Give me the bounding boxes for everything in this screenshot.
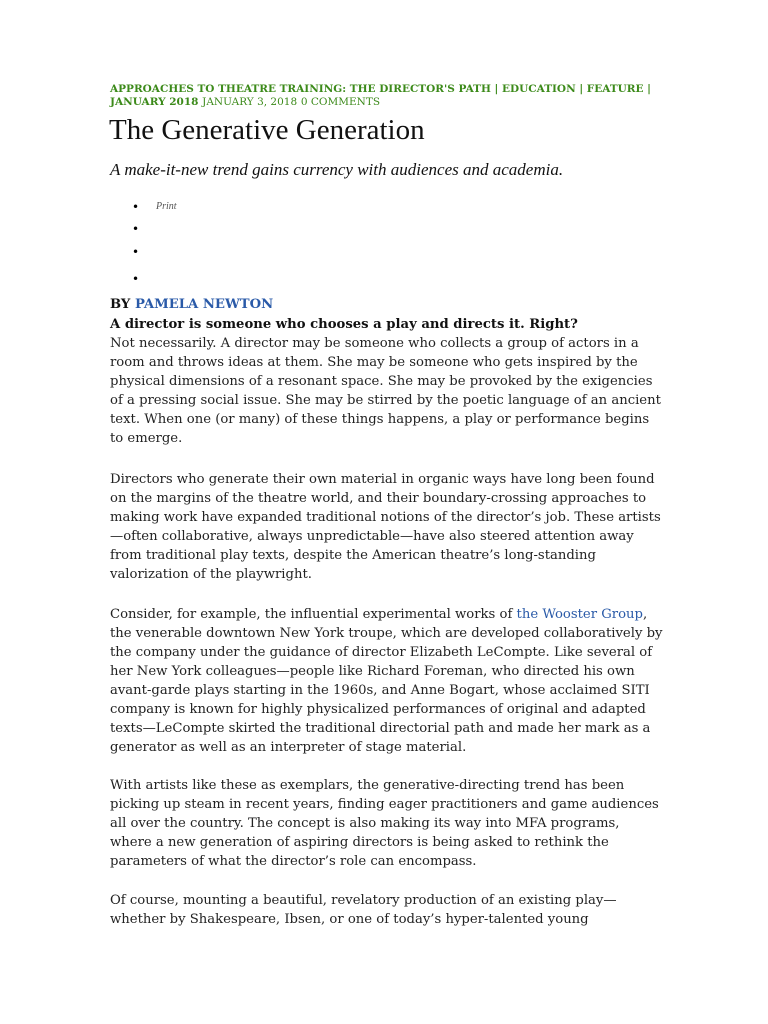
paragraph-5: Of course, mounting a beautiful, revelatory production of an existing play—whether by Shakespeare, Ibsen, or one of today’s hyper-talented young [110, 893, 617, 927]
paragraph-1: Not necessarily. A director may be someone who collects a group of actors in a room and throws ideas at them. She may be someone who gets inspired by the physical dimensions of a resonant space. She may be provoked by the exigencies of a pressing social issue. She may be stirred by the poetic language of an ancient text. When one (or many) of these things happens, a play or performance begins to emerge. [110, 336, 661, 446]
share-item[interactable] [110, 270, 310, 288]
share-item[interactable] [110, 243, 310, 261]
paragraph-4: With artists like these as exemplars, the generative-directing trend has been picking up steam in recent years, finding eager practitioners and game audiences all over the country. The concept is also making its way into MFA programs, where a new generation of aspiring directors is being asked to rethink the parameters of what the director’s role can encompass. [110, 778, 659, 869]
author-link[interactable]: PAMELA NEWTON [134, 297, 274, 312]
wooster-group-link[interactable]: the Wooster Group [516, 607, 643, 622]
byline [110, 295, 670, 314]
article-subtitle: A make-it-new trend gains currency with audiences and academia. [110, 160, 564, 179]
comments-link[interactable]: 0 COMMENTS [300, 96, 381, 108]
publish-date[interactable]: JANUARY 3, 2018 [202, 96, 298, 108]
paragraph-2: Directors who generate their own material in organic ways have long been found on the margins of the theatre world, and their boundary-crossing approaches to making work have expanded traditional notions of the director’s job. These artists—often collaborative, always unpredictable—have also steered attention away from traditional play texts, despite the American theatre’s long-standing valorization of the playwright. [110, 472, 661, 582]
byline-prefix: BY [110, 297, 131, 312]
article-meta [110, 83, 670, 109]
page-title: The Generative Generation [109, 114, 425, 146]
bullet-icon: • [132, 222, 140, 236]
paragraph-3 [110, 605, 665, 757]
print-link[interactable]: Print [156, 201, 177, 212]
lead-question: A director is someone who chooses a play and directs it. Right? [110, 317, 578, 332]
share-item-print[interactable] [110, 198, 310, 216]
bullet-icon: • [132, 245, 140, 259]
paragraph-3-text: Consider, for example, the influential experimental works of [110, 607, 513, 622]
share-item[interactable] [110, 220, 310, 238]
bullet-icon: • [132, 200, 140, 214]
paragraph-3-text-cont: , the venerable downtown New York troupe, which are developed collaboratively by the company under the guidance of director Elizabeth LeCompte. Like several of her New York colleagues—people like Richard Foreman, who directed his own avant-garde plays starting in the 1960s, and Anne Bogart, whose acclaimed SITI company is known for highly physicalized performances of original and adapted texts—LeCompte skirted the traditional directorial path and made her mark as a generator as well as an interpreter of stage material. [110, 607, 663, 755]
category-links[interactable]: APPROACHES TO THEATRE TRAINING: THE DIRECTOR'S PATH | EDUCATION | FEATURE | JANUARY 2018 [110, 83, 652, 108]
bullet-icon: • [132, 272, 140, 286]
